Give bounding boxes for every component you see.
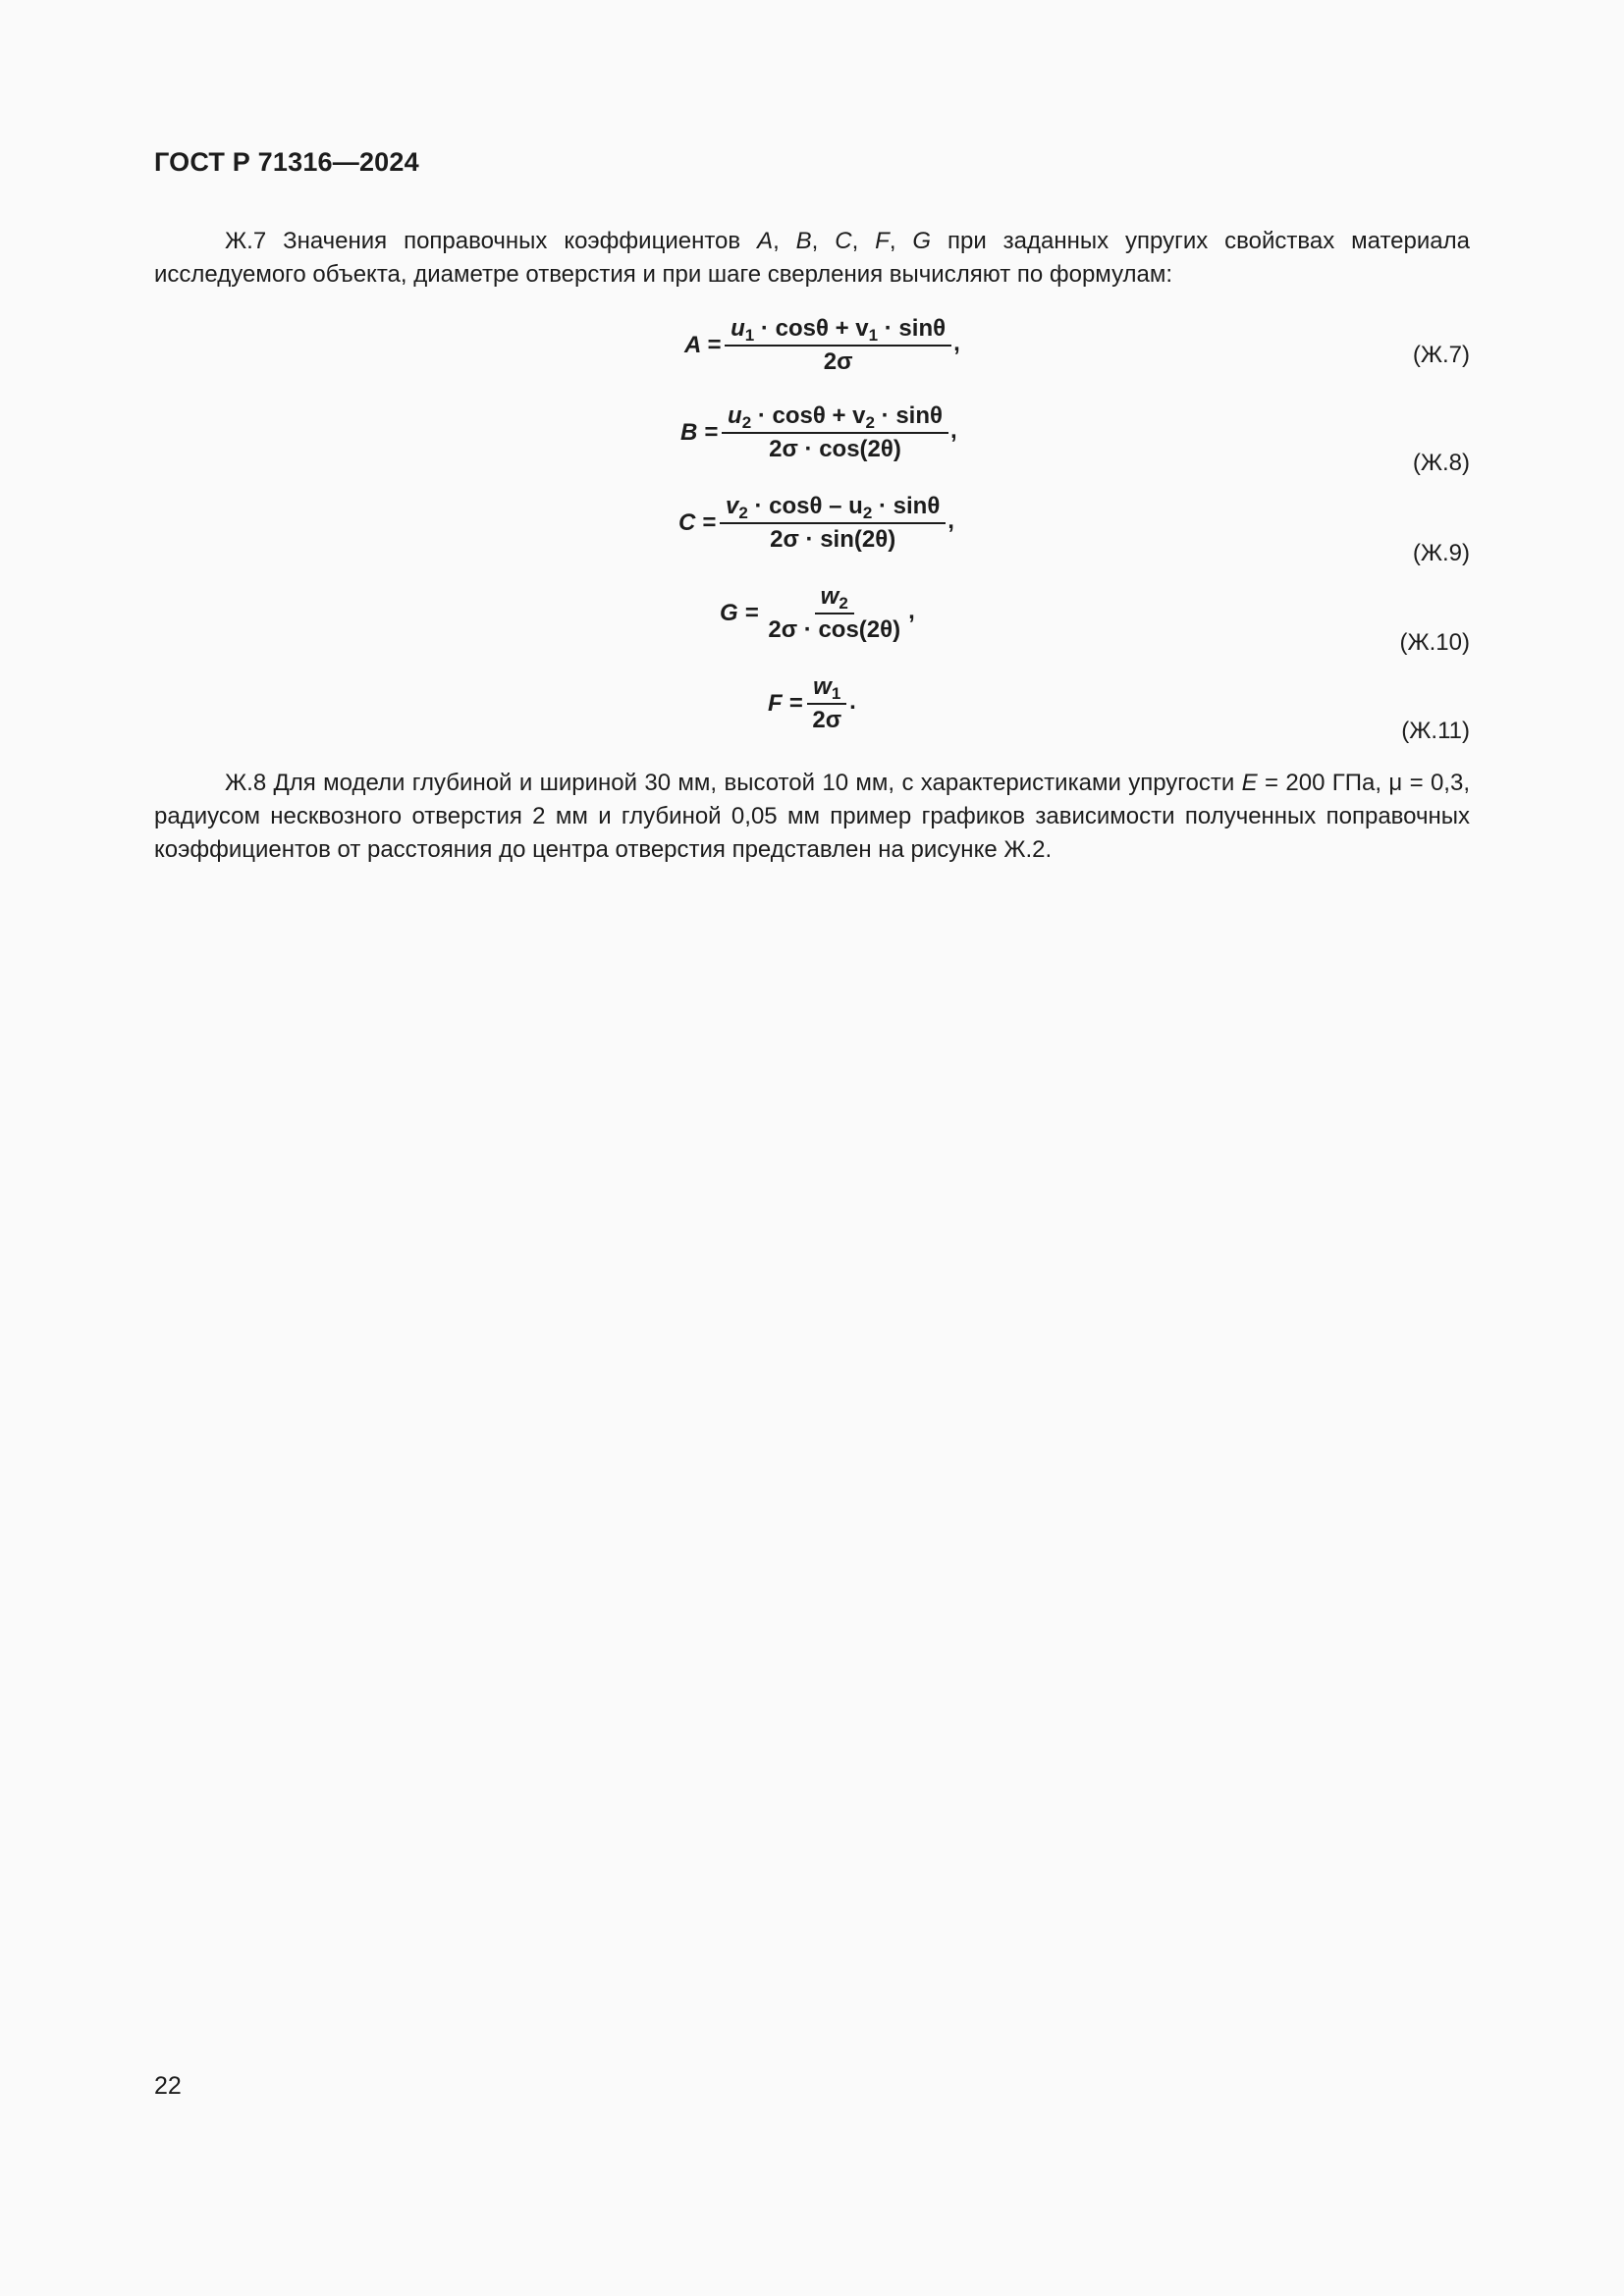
separator: , <box>811 228 836 254</box>
formula-lhs: G = <box>720 600 759 626</box>
fraction <box>725 315 951 376</box>
formula-punct: , <box>949 417 957 444</box>
fraction <box>762 583 906 644</box>
paragraph-text: Ж.8 Для модели глубиной и шириной 30 мм, высотой 10 мм, с характеристиками упругости <box>225 770 1242 796</box>
page-number: 22 <box>154 2072 182 2100</box>
subscript: 2 <box>862 504 873 522</box>
numerator-text: · sinθ <box>872 493 941 519</box>
equation-number-zh10: (Ж.10) <box>1399 629 1470 656</box>
var-u: u <box>728 402 742 429</box>
formula-punct: , <box>947 507 954 534</box>
subscript: 1 <box>868 326 879 345</box>
subscript: 2 <box>741 413 752 432</box>
fraction <box>722 402 948 463</box>
var-w: w <box>820 583 839 610</box>
formula-lhs: B = <box>680 419 719 446</box>
numerator-text: · cosθ + v <box>751 402 866 429</box>
formula-punct: , <box>908 598 915 624</box>
paragraph-zh7 <box>154 225 1470 292</box>
numerator-text: · cosθ – u <box>747 493 863 519</box>
equation-number-zh11: (Ж.11) <box>1401 718 1470 744</box>
numerator <box>722 402 948 434</box>
numerator-text: · sinθ <box>874 402 943 429</box>
numerator-text: · sinθ <box>878 315 947 342</box>
subscript: 1 <box>744 326 755 345</box>
denominator: 2σ · sin(2θ) <box>770 526 896 553</box>
subscript: 1 <box>831 684 841 703</box>
numerator <box>720 493 946 524</box>
paragraph-text: Ж.7 Значения поправочных коэффициентов <box>225 228 758 254</box>
numerator-text: · cosθ + v <box>754 315 869 342</box>
var-u: u <box>731 315 745 342</box>
fraction <box>806 673 847 734</box>
separator: , <box>773 228 796 254</box>
equation-number-zh7: (Ж.7) <box>1412 342 1470 368</box>
formula-lhs: C = <box>678 509 717 536</box>
numerator <box>807 673 846 705</box>
formula-zh7 <box>684 316 960 375</box>
formula-lhs: F = <box>768 690 803 717</box>
formula-lhs: A = <box>684 332 722 358</box>
var-v: v <box>726 493 739 519</box>
paragraph-zh8 <box>154 767 1470 867</box>
formula-zh10 <box>720 584 915 643</box>
symbol-f: F <box>875 228 890 254</box>
equation-number-zh9: (Ж.9) <box>1412 540 1470 566</box>
var-w: w <box>813 673 832 700</box>
separator: , <box>851 228 876 254</box>
formula-zh11 <box>768 674 856 733</box>
paragraph-text: = 200 ГПа, μ = 0,3, радиусом несквозного отверстия 2 мм и глубиной 0,05 мм пример графиков зависимости полученных поправочных коэффициентов от расстояния до центра отверстия представлен на рисунке Ж.2. <box>154 770 1470 863</box>
separator: , <box>889 228 913 254</box>
fraction <box>720 493 946 554</box>
formula-zh9 <box>678 494 954 553</box>
equation-number-zh8: (Ж.8) <box>1412 450 1470 476</box>
document-header: ГОСТ Р 71316—2024 <box>154 147 419 177</box>
symbol-e: E <box>1241 770 1258 796</box>
subscript: 2 <box>738 504 748 522</box>
numerator <box>815 583 854 614</box>
symbol-c: C <box>835 228 852 254</box>
formula-zh8 <box>680 403 957 462</box>
denominator: 2σ <box>812 707 842 733</box>
denominator: 2σ · cos(2θ) <box>769 436 901 462</box>
subscript: 2 <box>865 413 875 432</box>
formula-punct: , <box>953 330 960 356</box>
symbol-g: G <box>912 228 932 254</box>
symbol-b: B <box>795 228 812 254</box>
paragraph-text: при заданных упругих свойствах материала исследуемого объекта, диаметре отверстия и при шаге сверления вычисляют по формулам: <box>154 228 1470 288</box>
subscript: 2 <box>839 594 848 613</box>
numerator <box>725 315 951 347</box>
formula-punct: . <box>849 688 856 715</box>
denominator: 2σ · cos(2θ) <box>768 616 901 643</box>
symbol-a: A <box>757 228 774 254</box>
denominator: 2σ <box>823 348 853 375</box>
